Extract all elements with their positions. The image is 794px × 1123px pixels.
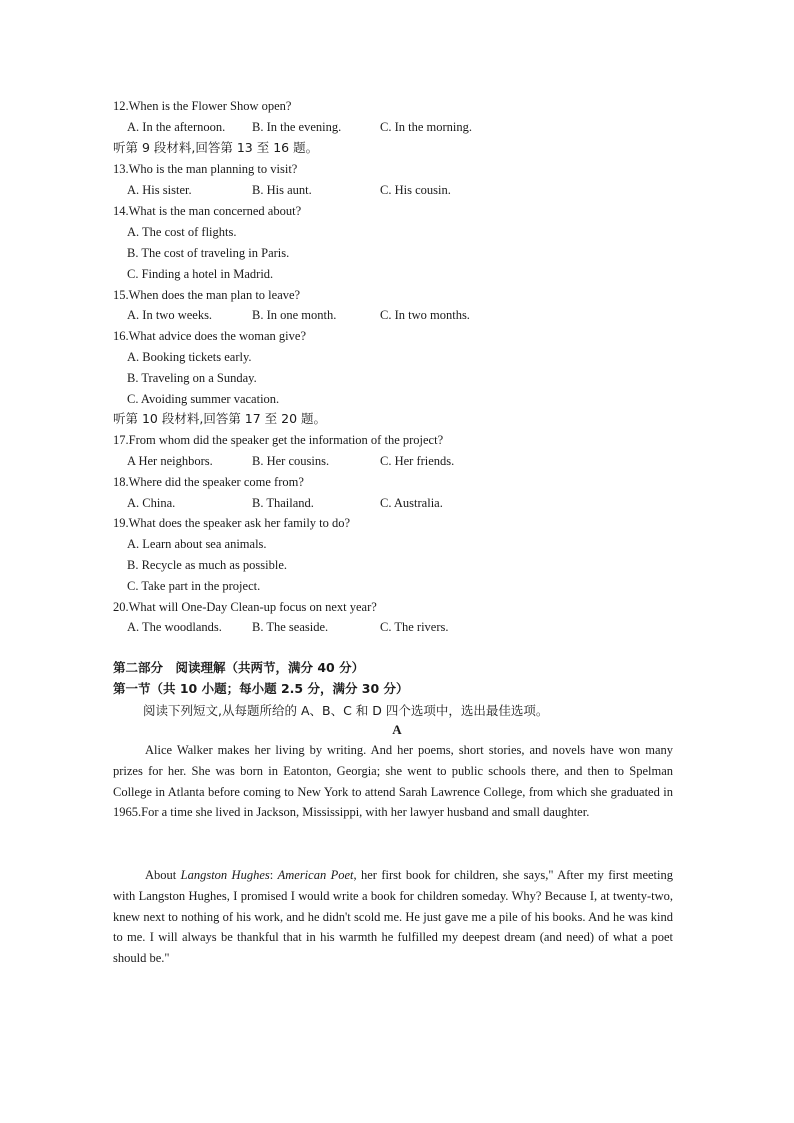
- book-subtitle: American Poet: [277, 868, 354, 882]
- paragraph-text: [113, 865, 673, 969]
- question-14-stem: 14.What is the man concerned about?: [113, 204, 302, 218]
- option-a: A. Booking tickets early.: [127, 350, 252, 364]
- option-a: A. His sister.: [127, 183, 192, 197]
- option-c: C. Finding a hotel in Madrid.: [127, 267, 274, 281]
- reading-instruction: 阅读下列短文,从每题所给的 A、B、C 和 D 四个选项中，选出最佳选项。: [143, 703, 549, 718]
- option-c: C. Australia.: [380, 496, 443, 510]
- passage-letter: A: [392, 722, 402, 737]
- question-20-stem: 20.What will One-Day Clean-up focus on next year?: [113, 600, 377, 614]
- section-instruction-10: 听第 10 段材料,回答第 17 至 20 题。: [113, 411, 327, 426]
- passage-paragraph-2: [113, 865, 673, 969]
- question-12-stem: 12.When is the Flower Show open?: [113, 99, 292, 113]
- option-b: B. The cost of traveling in Paris.: [127, 246, 290, 260]
- option-c: C. The rivers.: [380, 620, 449, 634]
- option-b: B. Recycle as much as possible.: [127, 558, 288, 572]
- option-b: B. Thailand.: [252, 496, 314, 510]
- option-c: C. Her friends.: [380, 454, 455, 468]
- question-17-stem: 17.From whom did the speaker get the information of the project?: [113, 433, 444, 447]
- question-13-stem: 13.Who is the man planning to visit?: [113, 162, 298, 176]
- para2-colon: :: [269, 868, 278, 882]
- option-b: B. In one month.: [252, 308, 337, 322]
- option-b: B. Her cousins.: [252, 454, 330, 468]
- para2-body: , her first book for children, she says," After my first meeting with Langston Hughes, I promised I would write a book for children someday. Why? Because I, at twenty-two, knew next to nothing of his work, and he didn't scold me. He just gave me a pile of his books. And he was kind to me. I will always be thankful that in his warmth he fulfilled my deepest dream (and need) of what a poet should be.": [113, 868, 673, 966]
- option-c: C. His cousin.: [380, 183, 451, 197]
- option-a: A. The woodlands.: [127, 620, 222, 634]
- option-a: A. In two weeks.: [127, 308, 213, 322]
- option-b: B. His aunt.: [252, 183, 312, 197]
- section-instruction-9: 听第 9 段材料,回答第 13 至 16 题。: [113, 140, 319, 155]
- question-15-stem: 15.When does the man plan to leave?: [113, 288, 301, 302]
- para2-lead: About: [145, 868, 181, 882]
- option-a: A. Learn about sea animals.: [127, 537, 267, 551]
- question-19-stem: 19.What does the speaker ask her family to do?: [113, 516, 351, 530]
- option-c: C. Take part in the project.: [127, 579, 261, 593]
- passage-paragraph-1: [113, 740, 673, 823]
- option-c: C. In the morning.: [380, 120, 473, 134]
- section1-heading: 第一节（共 10 小题；每小题 2.5 分，满分 30 分）: [113, 681, 409, 696]
- option-a: A Her neighbors.: [127, 454, 213, 468]
- option-b: B. Traveling on a Sunday.: [127, 371, 257, 385]
- option-c: C. Avoiding summer vacation.: [127, 392, 280, 406]
- option-a: A. The cost of flights.: [127, 225, 237, 239]
- book-title: Langston Hughes: [180, 868, 270, 882]
- option-b: B. The seaside.: [252, 620, 329, 634]
- question-16-stem: 16.What advice does the woman give?: [113, 329, 306, 343]
- option-b: B. In the evening.: [252, 120, 342, 134]
- option-a: A. In the afternoon.: [127, 120, 226, 134]
- option-a: A. China.: [127, 496, 176, 510]
- part2-title: 第二部分 阅读理解（共两节，满分 40 分）: [113, 660, 365, 675]
- paragraph-text: Alice Walker makes her living by writing. And her poems, short stories, and novels have won many prizes for her. She was born in Eatonton, Georgia; she went to public schools there, and then to Spelman College in Atlanta before coming to New York to attend Sarah Lawrence College, from which she graduated in 1965.For a time she lived in Jackson, Mississippi, with her lawyer husband and small daughter.: [113, 743, 673, 820]
- option-c: C. In two months.: [380, 308, 470, 322]
- question-18-stem: 18.Where did the speaker come from?: [113, 475, 304, 489]
